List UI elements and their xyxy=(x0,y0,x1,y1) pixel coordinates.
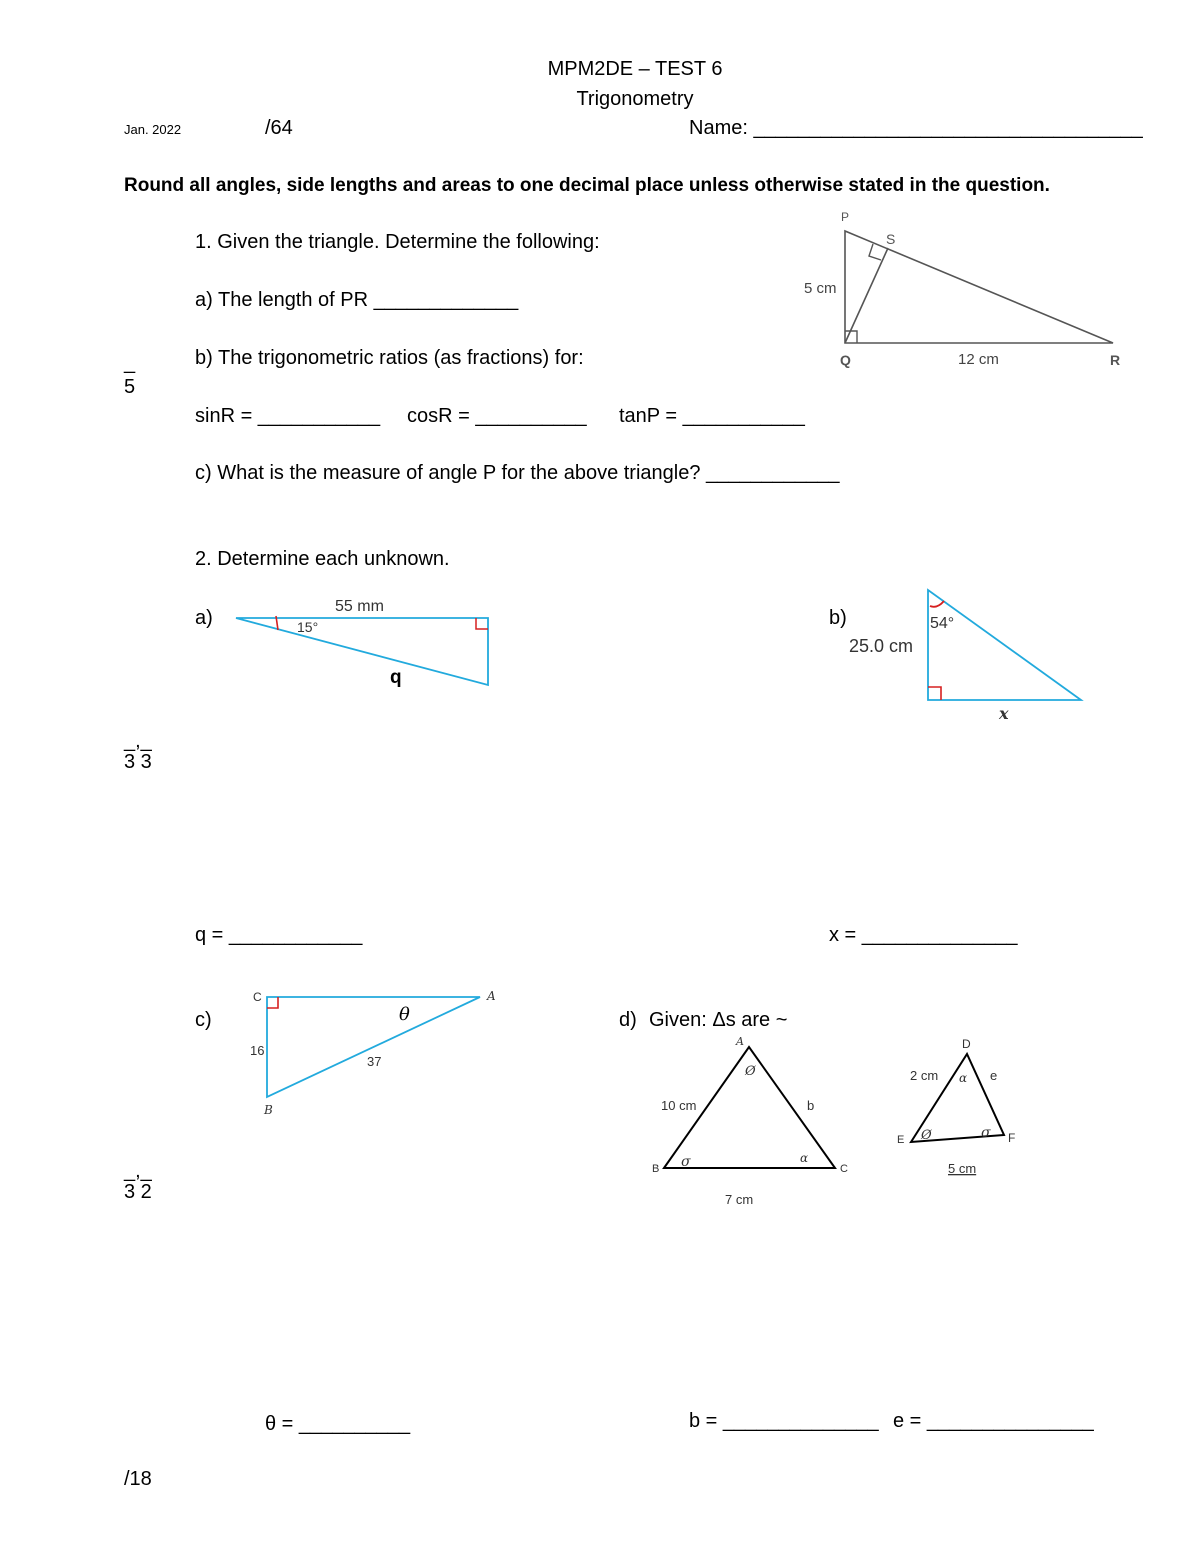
test-subject: Trigonometry xyxy=(576,88,694,110)
q2a-triangle-figure xyxy=(236,598,488,688)
q2d-angle-f: σ xyxy=(981,1125,991,1141)
q2d-side-de: 2 cm xyxy=(910,1068,939,1083)
q2c-label-b: B xyxy=(264,1103,273,1117)
q2b-triangle-figure xyxy=(849,590,1081,723)
q2d-angle-b: σ xyxy=(681,1154,691,1170)
q1a-text[interactable]: a) The length of PR _____________ xyxy=(195,289,519,311)
q1-triangle-figure xyxy=(804,210,1120,368)
q2d-side-bc: 7 cm xyxy=(725,1192,754,1207)
test-title: MPM2DE – TEST 6 xyxy=(547,58,723,80)
q2c-side-ab: 37 xyxy=(367,1054,382,1069)
q1b-sinR[interactable]: sinR = ___________ xyxy=(195,405,381,427)
q1-right-angle-s xyxy=(869,244,881,260)
q2d-label-d: D xyxy=(962,1037,971,1051)
q2-score1: 3 3 xyxy=(124,751,152,773)
q2c-label-c: C xyxy=(253,990,262,1004)
q2d-given: Given: Δs are ~ xyxy=(649,1009,788,1031)
b-answer[interactable]: b = ______________ xyxy=(689,1410,879,1432)
q1c-text[interactable]: c) What is the measure of angle P for the above triangle? ____________ xyxy=(195,462,840,484)
q1b-text: b) The trigonometric ratios (as fractions) for: xyxy=(195,347,584,369)
q2d-label-e: E xyxy=(897,1134,905,1146)
q2d-side-ab: 10 cm xyxy=(661,1098,697,1113)
test-date: Jan. 2022 xyxy=(124,122,182,137)
q1-label-s: S xyxy=(886,231,896,247)
q2c-side-cb: 16 xyxy=(250,1043,265,1058)
q2-score2-dash: _,_ xyxy=(124,1160,152,1182)
q2d-triangle-abc-figure xyxy=(652,1035,848,1207)
theta-answer[interactable]: θ = __________ xyxy=(265,1413,411,1435)
q-answer[interactable]: q = ____________ xyxy=(195,924,363,946)
q2a-side-label: 55 mm xyxy=(335,598,384,615)
q2b-triangle xyxy=(928,590,1081,700)
q2c-triangle xyxy=(267,997,480,1097)
q1b-tanP[interactable]: tanP = ___________ xyxy=(619,405,805,427)
q2a-right-angle xyxy=(476,618,488,629)
test-total: /64 xyxy=(265,117,293,139)
q1-score: 5 xyxy=(124,376,136,398)
q1-altitude-qs xyxy=(845,248,888,343)
name-field[interactable]: Name: ___________________________________ xyxy=(689,117,1143,139)
q1-label-q: Q xyxy=(840,352,851,368)
q1-right-angle-q xyxy=(845,331,857,343)
q2d-label-b: B xyxy=(652,1163,660,1175)
q2d-triangle-def-figure xyxy=(897,1037,1015,1176)
q2b-label: b) xyxy=(829,607,847,629)
q1-score-dash: _ xyxy=(124,352,136,374)
q2d-angle-a: Ø xyxy=(745,1064,756,1079)
q1-prompt: 1. Given the triangle. Determine the following: xyxy=(195,231,600,253)
q2d-angle-c: α xyxy=(800,1151,809,1165)
q2c-label-a: A xyxy=(487,989,496,1003)
q2a-angle-label: 15° xyxy=(297,619,319,635)
q2c-right-angle xyxy=(267,997,278,1008)
q2b-angle-arc xyxy=(930,601,944,607)
q2-prompt: 2. Determine each unknown. xyxy=(195,548,450,570)
q2b-unknown-x: x xyxy=(999,704,1009,723)
q1-side-pq: 5 cm xyxy=(804,280,837,297)
q2b-angle-label: 54° xyxy=(930,615,955,632)
q2a-triangle xyxy=(236,618,488,685)
instructions: Round all angles, side lengths and areas to one decimal place unless otherwise stated in the question. xyxy=(124,175,1050,196)
q1-label-p: P xyxy=(841,210,850,224)
q2-score2: 3 2 xyxy=(124,1181,152,1203)
q2b-side-label: 25.0 cm xyxy=(849,636,914,656)
q1-side-qr: 12 cm xyxy=(958,351,999,368)
q2d-side-ef: 5 cm xyxy=(948,1161,977,1176)
q2d-label: d) xyxy=(619,1009,637,1031)
q1-label-r: R xyxy=(1110,352,1121,368)
q2-score1-dash: _,_ xyxy=(124,730,152,752)
q2d-label-a: A xyxy=(736,1035,744,1048)
q2c-triangle-figure xyxy=(250,989,496,1117)
q1b-cosR[interactable]: cosR = __________ xyxy=(407,405,587,427)
q2d-angle-d: α xyxy=(959,1071,968,1085)
q2c-label: c) xyxy=(195,1009,212,1031)
q2c-angle-theta: θ xyxy=(399,1004,410,1025)
q2d-angle-e: Ø xyxy=(921,1128,932,1143)
e-answer[interactable]: e = _______________ xyxy=(893,1410,1094,1432)
section-total: /18 xyxy=(124,1468,152,1490)
q2a-label: a) xyxy=(195,607,213,629)
q2d-label-f: F xyxy=(1008,1131,1016,1145)
q2b-right-angle xyxy=(928,687,941,700)
x-answer[interactable]: x = ______________ xyxy=(829,924,1018,946)
q2d-side-df: e xyxy=(990,1068,998,1083)
q2d-side-ac: b xyxy=(807,1098,815,1113)
q2d-label-c: C xyxy=(840,1163,848,1175)
q1-triangle xyxy=(845,231,1113,343)
q2a-unknown-q: q xyxy=(390,667,402,688)
